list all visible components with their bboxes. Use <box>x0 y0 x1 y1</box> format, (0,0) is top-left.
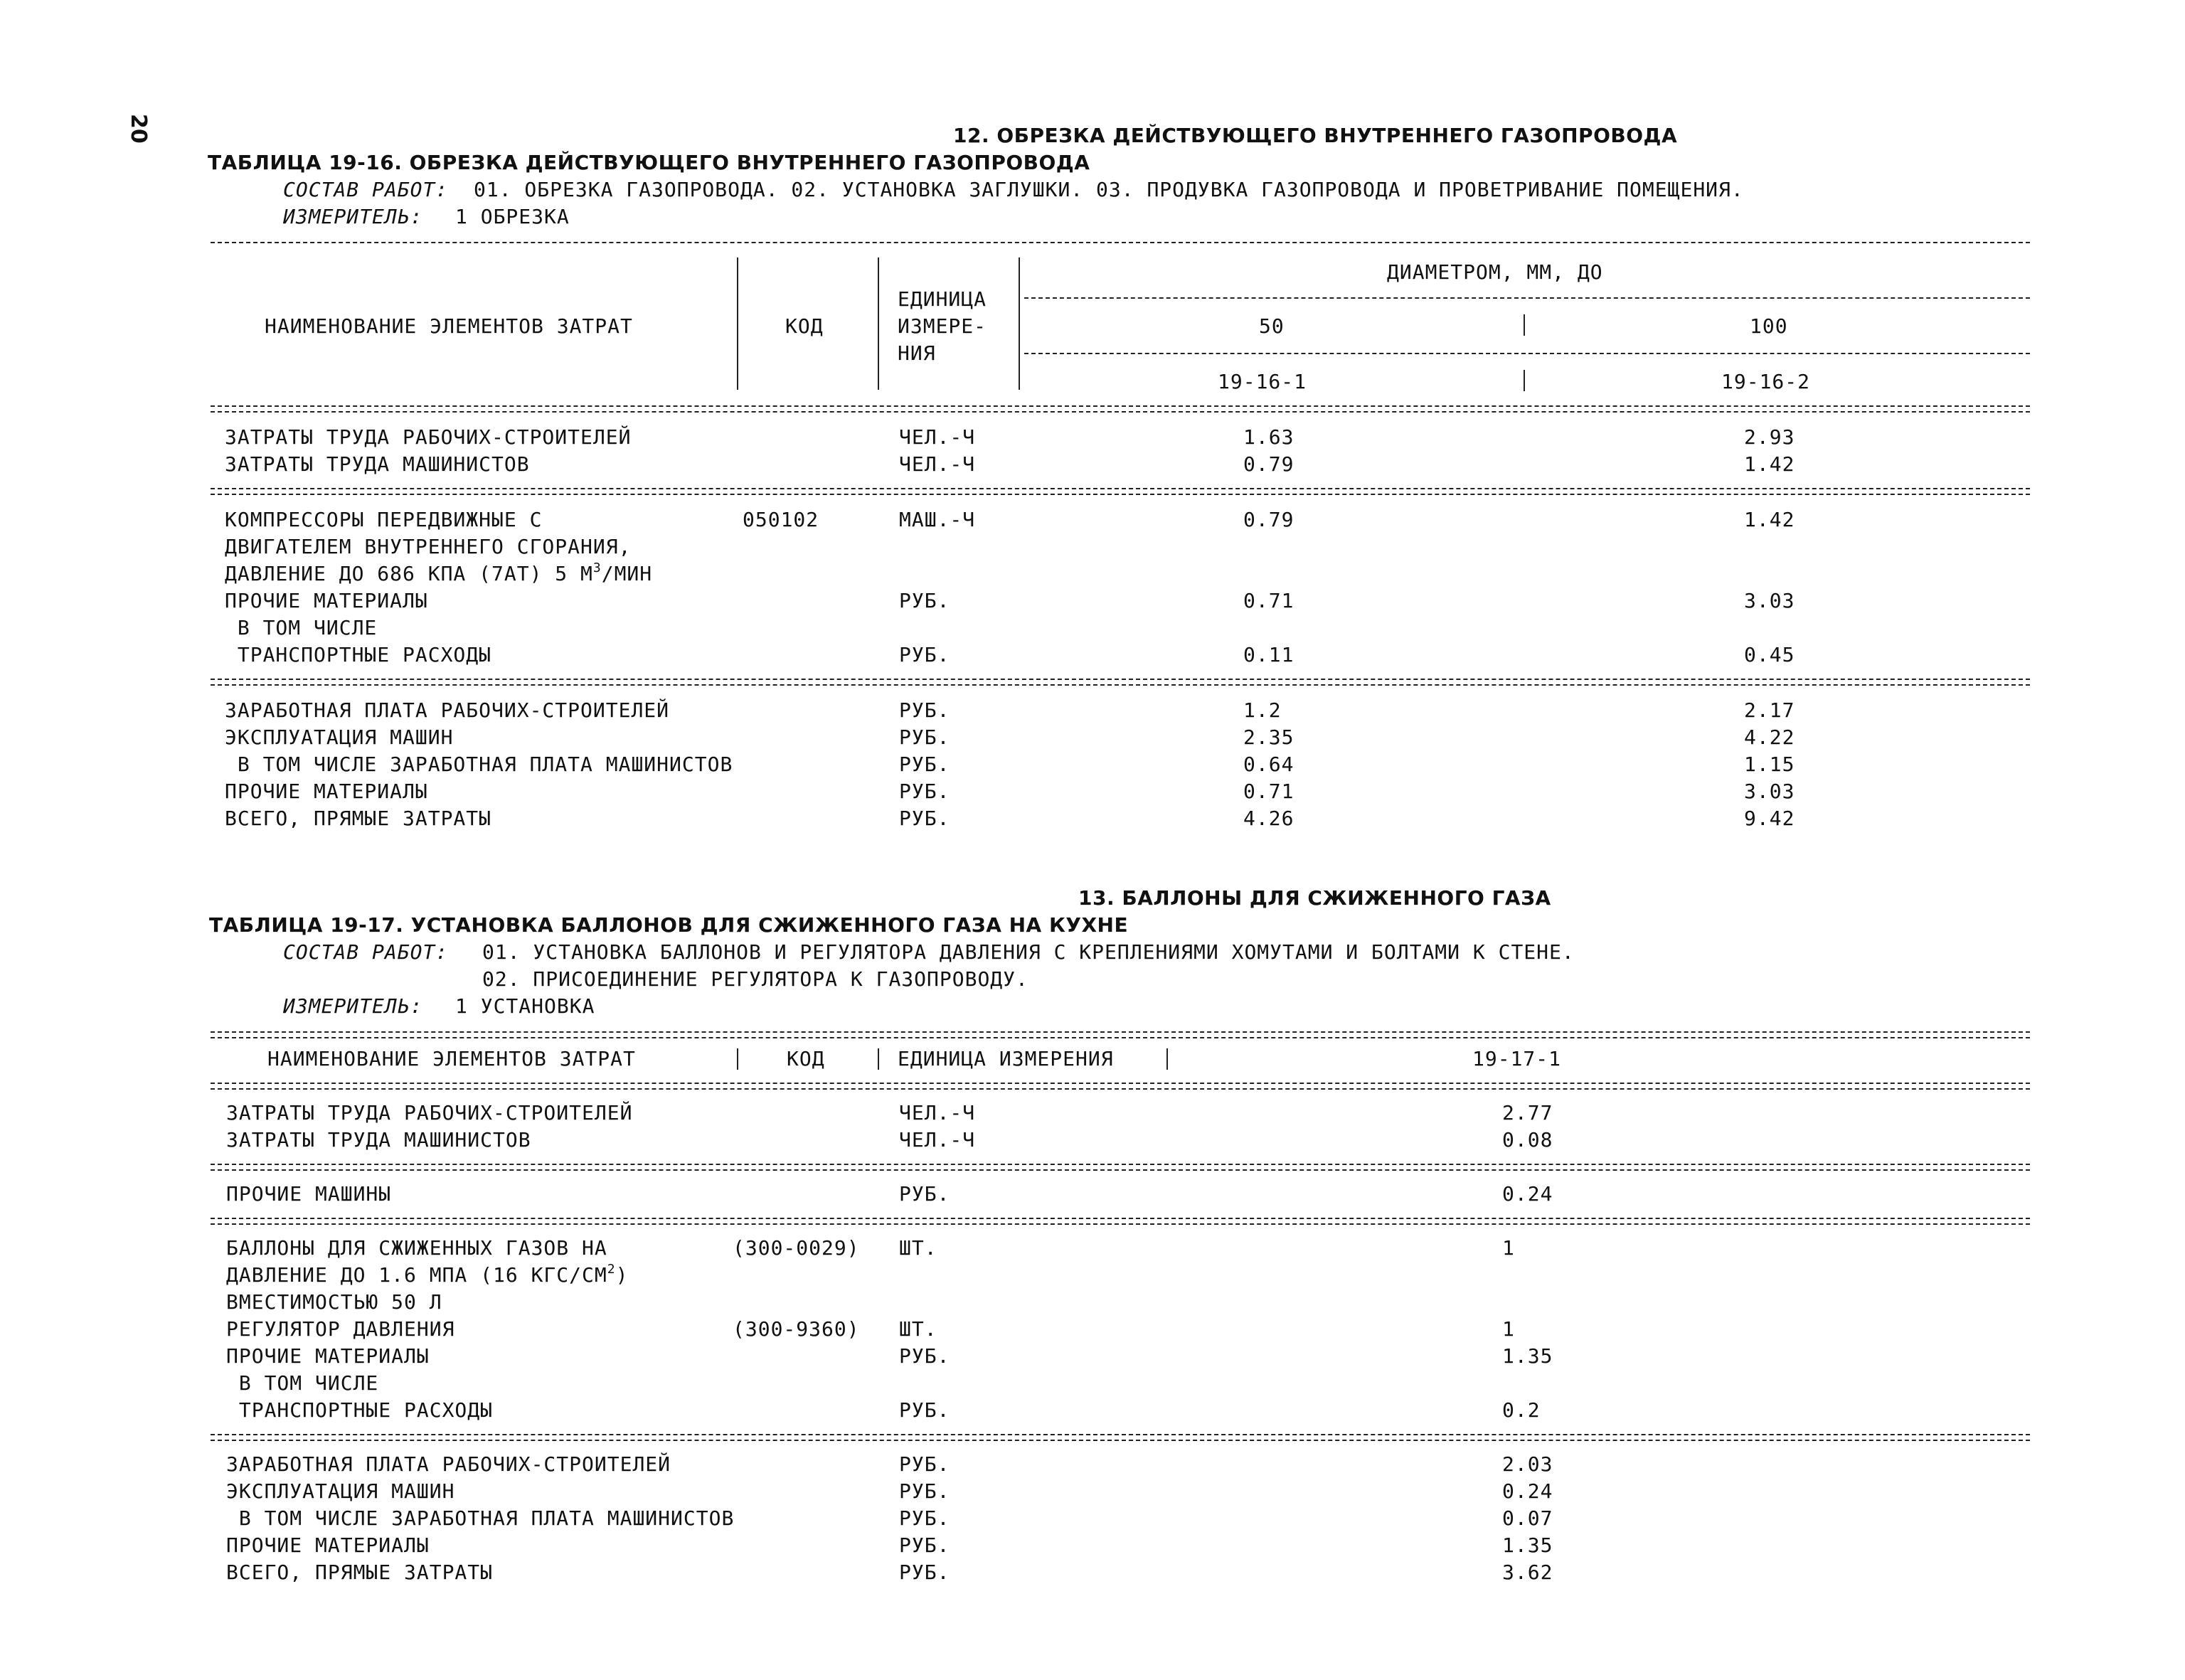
row-code: (300-0029) <box>733 1236 860 1260</box>
row-unit: ЧЕЛ.-Ч <box>899 1128 976 1152</box>
row-name: ПРОЧИЕ МАТЕРИАЛЫ <box>226 1533 430 1557</box>
row-value-100: 1.42 <box>1744 452 1795 476</box>
row-value-50: 1.2 <box>1243 698 1282 722</box>
row-value-100: 4.22 <box>1744 725 1795 749</box>
row-value-50: 0.71 <box>1243 589 1294 612</box>
row-unit: РУБ. <box>899 1561 950 1584</box>
row-unit: РУБ. <box>899 698 950 722</box>
table-19-17-title: ТАБЛИЦА 19-17. УСТАНОВКА БАЛЛОНОВ ДЛЯ СЖИЖЕННОГО ГАЗА НА КУХНЕ <box>209 913 1129 937</box>
row-unit: ЧЕЛ.-Ч <box>899 1101 976 1125</box>
row-code: 050102 <box>743 508 819 531</box>
t1916-header-diameter: ДИАМЕТРОМ, ММ, ДО <box>1387 260 1603 284</box>
t1917-group-rule-1b <box>211 1169 2030 1171</box>
row-name <box>225 560 652 588</box>
row-unit: РУБ. <box>899 589 950 612</box>
row-value-50: 0.79 <box>1243 508 1294 531</box>
t1916-header-d1: 50 <box>1259 314 1285 338</box>
row-name: ТРАНСПОРТНЫЕ РАСХОДЫ <box>226 1398 494 1422</box>
row-name: ТРАНСПОРТНЫЕ РАСХОДЫ <box>225 643 492 666</box>
row-value: 3.62 <box>1502 1561 1553 1584</box>
row-value-50: 4.26 <box>1243 807 1294 830</box>
t1917-composition-text-2: 02. ПРИСОЕДИНЕНИЕ РЕГУЛЯТОРА К ГАЗОПРОВОДУ. <box>482 967 1028 991</box>
t1916-group-rule-2 <box>211 679 2030 680</box>
t1916-group-rule-1 <box>211 488 2030 489</box>
t1916-header-name: НАИМЕНОВАНИЕ ЭЛЕМЕНТОВ ЗАТРАТ <box>265 314 633 338</box>
row-value: 1.35 <box>1502 1344 1553 1368</box>
row-name: ПРОЧИЕ МАТЕРИАЛЫ <box>226 1344 430 1368</box>
row-value: 0.24 <box>1502 1182 1553 1206</box>
row-value-100: 9.42 <box>1744 807 1795 830</box>
row-name: ВСЕГО, ПРЯМЫЕ ЗАТРАТЫ <box>226 1561 494 1584</box>
row-unit: РУБ. <box>899 1533 950 1557</box>
t1917-header-bottom-rule <box>211 1083 2030 1084</box>
row-name: ЗАТРАТЫ ТРУДА РАБОЧИХ-СТРОИТЕЛЕЙ <box>226 1101 633 1125</box>
row-name: ДВИГАТЕЛЕМ ВНУТРЕННЕГО СГОРАНИЯ, <box>225 535 632 558</box>
row-unit: РУБ. <box>899 1344 950 1368</box>
table-19-16-title: ТАБЛИЦА 19-16. ОБРЕЗКА ДЕЙСТВУЮЩЕГО ВНУТРЕННЕГО ГАЗОПРОВОДА <box>208 151 1090 174</box>
row-value-50: 1.63 <box>1243 425 1294 449</box>
t1916-group-rule-2b <box>211 684 2030 686</box>
t1917-group-rule-2b <box>211 1223 2030 1225</box>
row-name-sup: 2 <box>607 1262 616 1277</box>
row-value: 0.2 <box>1502 1398 1541 1422</box>
t1917-group-rule-2 <box>211 1218 2030 1219</box>
t1917-col-sep-3 <box>1166 1048 1168 1070</box>
t1916-header-unit-2: ИЗМЕРЕ- <box>898 314 987 338</box>
row-value: 2.03 <box>1502 1452 1553 1476</box>
row-unit: РУБ. <box>899 1506 950 1530</box>
row-name-tail: /МИН <box>601 562 653 585</box>
t1916-measure-label: ИЗМЕРИТЕЛЬ: <box>283 205 423 228</box>
row-unit: РУБ. <box>899 1182 950 1206</box>
row-name: ВСЕГО, ПРЯМЫЕ ЗАТРАТЫ <box>225 807 492 830</box>
row-value-50: 0.64 <box>1243 753 1294 776</box>
row-name: КОМПРЕССОРЫ ПЕРЕДВИЖНЫЕ С <box>225 508 543 531</box>
t1917-header-unit: ЕДИНИЦА ИЗМЕРЕНИЯ <box>898 1047 1114 1070</box>
row-value: 1 <box>1502 1317 1515 1341</box>
row-name: В ТОМ ЧИСЛЕ <box>225 616 378 639</box>
t1916-composition-text: 01. ОБРЕЗКА ГАЗОПРОВОДА. 02. УСТАНОВКА ЗАГЛУШКИ. 03. ПРОДУВКА ГАЗОПРОВОДА И ПРОВЕТРИВАНИЕ ПОМЕЩЕНИЯ. <box>474 178 1744 201</box>
row-unit: РУБ. <box>899 1479 950 1503</box>
row-name: ЭКСПЛУАТАЦИЯ МАШИН <box>225 725 454 749</box>
row-name: ЗАТРАТЫ ТРУДА МАШИНИСТОВ <box>225 452 530 476</box>
row-unit: ШТ. <box>899 1317 937 1341</box>
t1916-group-rule-1b <box>211 494 2030 495</box>
t1916-header-c1: 19-16-1 <box>1218 370 1307 393</box>
page-number: 20 <box>126 114 151 144</box>
t1916-col-sep-4 <box>1524 314 1525 336</box>
row-unit: РУБ. <box>899 643 950 666</box>
row-value-100: 2.17 <box>1744 698 1795 722</box>
row-name: ВМЕСТИМОСТЬЮ 50 Л <box>226 1290 442 1314</box>
row-unit: РУБ. <box>899 1452 950 1476</box>
t1916-header-code: КОД <box>785 314 824 338</box>
t1917-col-sep-2 <box>878 1048 879 1070</box>
row-name: РЕГУЛЯТОР ДАВЛЕНИЯ <box>226 1317 455 1341</box>
t1917-composition-text-1: 01. УСТАНОВКА БАЛЛОНОВ И РЕГУЛЯТОРА ДАВЛЕНИЯ С КРЕПЛЕНИЯМИ ХОМУТАМИ И БОЛТАМИ К СТЕНЕ. <box>482 940 1575 964</box>
t1917-header-name: НАИМЕНОВАНИЕ ЭЛЕМЕНТОВ ЗАТРАТ <box>267 1047 636 1070</box>
row-name: ЗАРАБОТНАЯ ПЛАТА РАБОЧИХ-СТРОИТЕЛЕЙ <box>226 1452 671 1476</box>
row-name: ПРОЧИЕ МАШИНЫ <box>226 1182 392 1206</box>
row-unit: ШТ. <box>899 1236 937 1260</box>
t1917-measure-text: 1 УСТАНОВКА <box>455 994 595 1018</box>
section-12-heading: 12. ОБРЕЗКА ДЕЙСТВУЮЩЕГО ВНУТРЕННЕГО ГАЗОПРОВОДА <box>953 124 1678 147</box>
row-unit: ЧЕЛ.-Ч <box>899 425 976 449</box>
t1917-group-rule-3 <box>211 1434 2030 1435</box>
t1917-top-rule-2 <box>211 1037 2030 1038</box>
t1917-top-rule <box>211 1031 2030 1033</box>
t1917-group-rule-1 <box>211 1164 2030 1165</box>
t1917-header-bottom-rule-2 <box>211 1088 2030 1090</box>
row-name-main: ДАВЛЕНИЕ ДО 1.6 МПА (16 КГС/СМ <box>226 1263 607 1287</box>
row-value: 1 <box>1502 1236 1515 1260</box>
t1916-header-bottom-rule <box>211 405 2030 407</box>
row-value: 0.07 <box>1502 1506 1553 1530</box>
row-name: В ТОМ ЧИСЛЕ ЗАРАБОТНАЯ ПЛАТА МАШИНИСТОВ <box>225 753 733 776</box>
row-name: БАЛЛОНЫ ДЛЯ СЖИЖЕННЫХ ГАЗОВ НА <box>226 1236 607 1260</box>
t1917-header-c1: 19-17-1 <box>1472 1047 1562 1070</box>
row-value-100: 3.03 <box>1744 589 1795 612</box>
row-value-100: 3.03 <box>1744 780 1795 803</box>
row-unit: ЧЕЛ.-Ч <box>899 452 976 476</box>
row-name-tail: ) <box>615 1263 629 1287</box>
row-value-100: 1.42 <box>1744 508 1795 531</box>
row-value-100: 1.15 <box>1744 753 1795 776</box>
row-value-50: 0.11 <box>1243 643 1294 666</box>
row-name <box>226 1262 628 1289</box>
t1917-header-code: КОД <box>787 1047 825 1070</box>
row-code: (300-9360) <box>733 1317 860 1341</box>
row-name-main: ДАВЛЕНИЕ ДО 686 КПА (7АТ) 5 М <box>225 562 593 585</box>
t1916-col-sep-5 <box>1524 370 1525 391</box>
row-value: 0.24 <box>1502 1479 1553 1503</box>
t1916-col-sep-2 <box>878 257 879 390</box>
row-value-50: 2.35 <box>1243 725 1294 749</box>
t1916-col-sep-1 <box>737 257 738 390</box>
t1916-composition-label: СОСТАВ РАБОТ: <box>283 178 449 201</box>
row-name: ПРОЧИЕ МАТЕРИАЛЫ <box>225 589 428 612</box>
row-unit: МАШ.-Ч <box>899 508 976 531</box>
row-name: ЗАТРАТЫ ТРУДА МАШИНИСТОВ <box>226 1128 531 1152</box>
row-value: 1.35 <box>1502 1533 1553 1557</box>
t1916-header-rule-2 <box>1024 353 2030 354</box>
row-unit: РУБ. <box>899 725 950 749</box>
row-value-100: 2.93 <box>1744 425 1795 449</box>
t1916-header-c2: 19-16-2 <box>1721 370 1811 393</box>
row-name-sup: 3 <box>592 560 602 575</box>
t1916-header-d2: 100 <box>1750 314 1788 338</box>
row-unit: РУБ. <box>899 780 950 803</box>
row-value-50: 0.71 <box>1243 780 1294 803</box>
t1916-col-sep-3 <box>1019 257 1020 390</box>
t1916-measure-text: 1 ОБРЕЗКА <box>455 205 570 228</box>
row-value: 2.77 <box>1502 1101 1553 1125</box>
row-unit: РУБ. <box>899 753 950 776</box>
row-name: В ТОМ ЧИСЛЕ ЗАРАБОТНАЯ ПЛАТА МАШИНИСТОВ <box>226 1506 735 1530</box>
t1916-header-unit-1: ЕДИНИЦА <box>898 287 987 311</box>
t1917-measure-label: ИЗМЕРИТЕЛЬ: <box>283 994 423 1018</box>
row-unit: РУБ. <box>899 807 950 830</box>
section-13-heading: 13. БАЛЛОНЫ ДЛЯ СЖИЖЕННОГО ГАЗА <box>1078 886 1551 910</box>
row-unit: РУБ. <box>899 1398 950 1422</box>
row-value-100: 0.45 <box>1744 643 1795 666</box>
t1917-col-sep-1 <box>737 1048 738 1070</box>
t1916-header-unit-3: НИЯ <box>898 341 936 365</box>
t1916-top-rule <box>211 242 2030 243</box>
t1916-header-rule-1 <box>1024 297 2030 299</box>
t1917-group-rule-3b <box>211 1440 2030 1441</box>
row-value-50: 0.79 <box>1243 452 1294 476</box>
t1917-composition-label: СОСТАВ РАБОТ: <box>283 940 449 964</box>
row-name: ЗАТРАТЫ ТРУДА РАБОЧИХ-СТРОИТЕЛЕЙ <box>225 425 632 449</box>
t1916-header-bottom-rule-2 <box>211 411 2030 413</box>
row-name: ПРОЧИЕ МАТЕРИАЛЫ <box>225 780 428 803</box>
row-name: ЗАРАБОТНАЯ ПЛАТА РАБОЧИХ-СТРОИТЕЛЕЙ <box>225 698 670 722</box>
row-name: ЭКСПЛУАТАЦИЯ МАШИН <box>226 1479 455 1503</box>
row-name: В ТОМ ЧИСЛЕ <box>226 1371 379 1395</box>
row-value: 0.08 <box>1502 1128 1553 1152</box>
